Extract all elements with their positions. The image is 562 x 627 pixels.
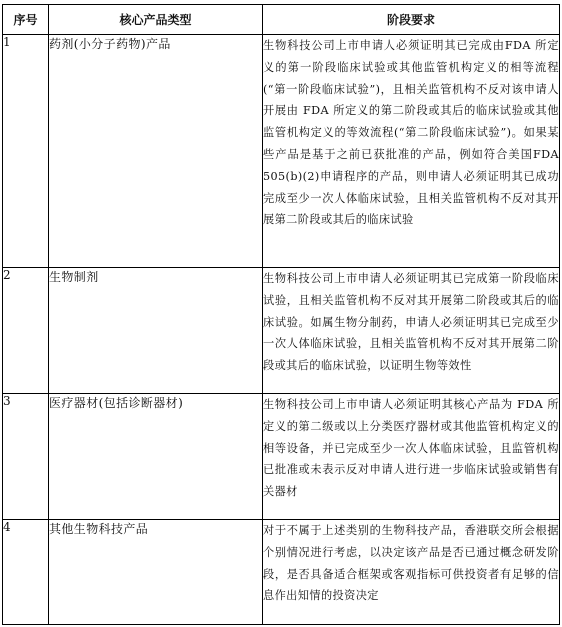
- row-serial-number: 2: [3, 268, 49, 394]
- row-stage-requirement: 生物科技公司上市申请人必须证明其已完成由FDA 所定义的第一阶段临床试验或其他监管机构定义的相等流程(“第一阶段临床试验”)，且相关监管机构不反对该申请人开展由 FDA 所定义的第二阶段或其后的临床试验或其他监管机构定义的等效流程(“第二阶段临床试验”)。如果某些产品是基于之前已获批准的产品，例如符合美国FDA 505(b)(2)申请程序的产品，则申请人必须证明其已成功完成至少一次人体临床试验，且相关监管机构不反对其开展第二阶段或其后的临床试验: [263, 35, 560, 268]
- table-header-row: [3, 5, 560, 35]
- table-row: [3, 35, 560, 268]
- row-stage-requirement: 对于不属于上述类别的生物科技产品，香港联交所会根据个别情况进行考虑，以决定该产品是否已通过概念研发阶段，是否具备适合框架或客观指标可供投资者有足够的信息作出知情的投资决定: [263, 520, 560, 625]
- header-stage-requirement: 阶段要求: [263, 5, 560, 35]
- row-product-type: 医疗器材(包括诊断器材): [49, 394, 263, 520]
- table-row: [3, 520, 560, 625]
- header-core-product-type: 核心产品类型: [49, 5, 263, 35]
- table-row: [3, 394, 560, 520]
- row-product-type: 其他生物科技产品: [49, 520, 263, 625]
- row-stage-requirement: 生物科技公司上市申请人必须证明其已完成第一阶段临床试验，且相关监管机构不反对其开展第二阶段或其后的临床试验。如属生物分制药，申请人必须证明其已完成至少一次人体临床试验，且相关监管机构不反对其开展第二阶段或其后的临床试验，以证明生物等效性: [263, 268, 560, 394]
- row-product-type: 生物制剂: [49, 268, 263, 394]
- header-serial-number: 序号: [3, 5, 49, 35]
- table-row: [3, 268, 560, 394]
- row-serial-number: 3: [3, 394, 49, 520]
- row-stage-requirement: 生物科技公司上市申请人必须证明其核心产品为 FDA 所定义的第二级或以上分类医疗器材或其他监管机构定义的相等设备，并已完成至少一次人体临床试验，且监管机构已批准或未表示反对申请人进行进一步临床试验或销售有关器材: [263, 394, 560, 520]
- row-serial-number: 1: [3, 35, 49, 268]
- row-serial-number: 4: [3, 520, 49, 625]
- row-product-type: 药剂(小分子药物)产品: [49, 35, 263, 268]
- stage-requirements-table: [2, 4, 560, 625]
